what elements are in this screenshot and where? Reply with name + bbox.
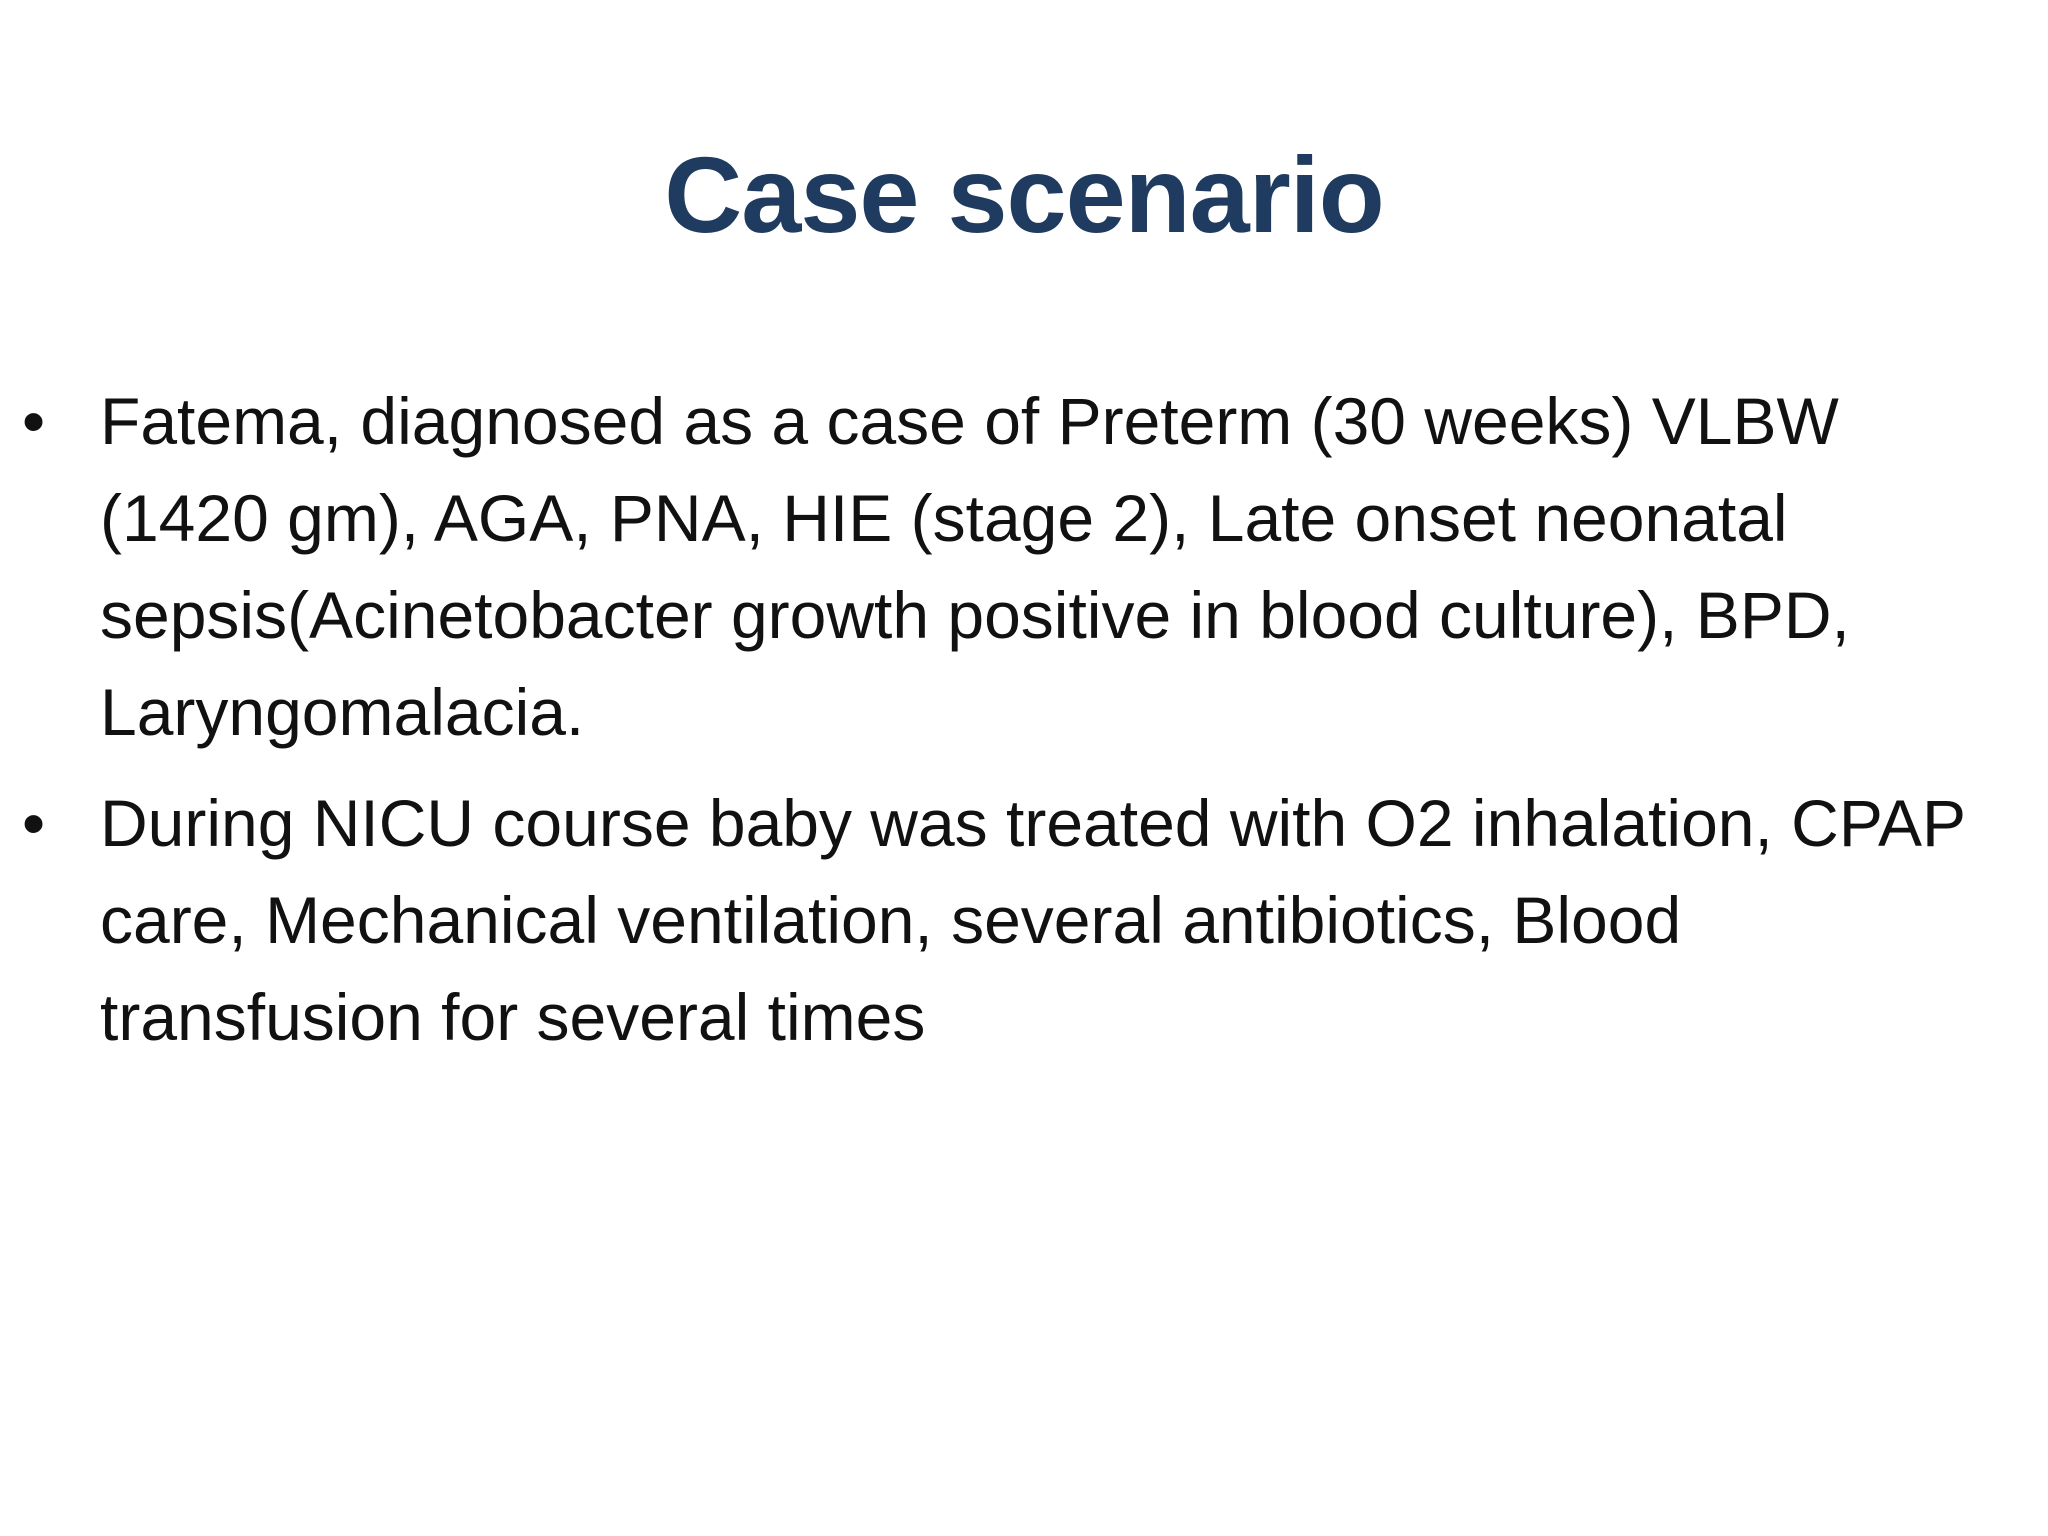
bullet-list: [0, 373, 2048, 1080]
bullet-item-treatment: [0, 775, 2048, 1066]
bullet-item-diagnosis: [0, 373, 2048, 761]
bullet-text: Fatema, diagnosed as a case of Preterm (30 weeks) VLBW (1420 gm), AGA, PNA, HIE (stage 2), Late onset neonatal sepsis(Acinetobacter growth positive in blood culture), BPD, Laryngomalacia.: [100, 384, 1850, 749]
bullet-icon: •: [22, 786, 46, 860]
bullet-text: During NICU course baby was treated with O2 inhalation, CPAP care, Mechanical ventilation, several antibiotics, Blood transfusion for several times: [100, 786, 1965, 1054]
bullet-icon: •: [22, 384, 46, 458]
slide-title: Case scenario: [664, 134, 1384, 255]
